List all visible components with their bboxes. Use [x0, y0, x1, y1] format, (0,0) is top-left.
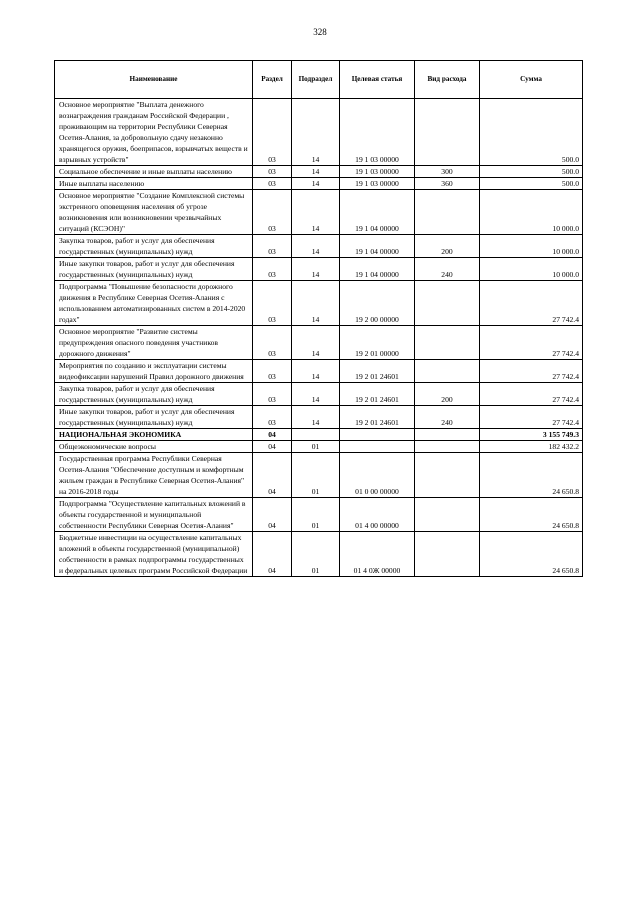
row-sum: 24 650.8 — [480, 453, 583, 498]
row-podrazdel: 14 — [292, 258, 340, 281]
row-target: 19 2 01 00000 — [340, 326, 415, 360]
row-razdel: 04 — [253, 453, 292, 498]
header-sum: Сумма — [480, 61, 583, 99]
row-razdel: 04 — [253, 441, 292, 453]
row-razdel: 03 — [253, 178, 292, 190]
row-podrazdel: 14 — [292, 360, 340, 383]
row-podrazdel: 14 — [292, 166, 340, 178]
row-sum: 500.0 — [480, 166, 583, 178]
row-name: Подпрограмма "Осуществление капитальных вложений в объекты государственной и муниципальной собственности Республики Северная Осетия-Алания" — [55, 498, 253, 532]
row-razdel: 03 — [253, 383, 292, 406]
row-razdel: 03 — [253, 406, 292, 429]
row-target: 19 1 03 00000 — [340, 166, 415, 178]
row-vid — [415, 429, 480, 441]
row-name: Подпрограмма "Повышение безопасности дорожного движения в Республике Северная Осетия-Алания с использованием автоматизированных систем в 2014-2020 годах" — [55, 281, 253, 326]
row-name: Социальное обеспечение и иные выплаты населению — [55, 166, 253, 178]
row-sum: 500.0 — [480, 178, 583, 190]
row-target: 19 2 01 24601 — [340, 406, 415, 429]
row-podrazdel: 14 — [292, 406, 340, 429]
header-razdel: Раздел — [253, 61, 292, 99]
row-razdel: 03 — [253, 258, 292, 281]
row-target — [340, 429, 415, 441]
row-vid — [415, 441, 480, 453]
table-row — [55, 453, 583, 498]
row-razdel: 03 — [253, 99, 292, 166]
row-vid: 200 — [415, 383, 480, 406]
row-target: 19 1 04 00000 — [340, 258, 415, 281]
row-name: Закупка товаров, работ и услуг для обеспечения государственных (муниципальных) нужд — [55, 235, 253, 258]
row-target: 19 1 04 00000 — [340, 235, 415, 258]
row-target: 01 4 0Ж 00000 — [340, 532, 415, 577]
row-name: НАЦИОНАЛЬНАЯ ЭКОНОМИКА — [55, 429, 253, 441]
row-podrazdel: 01 — [292, 532, 340, 577]
page-number: 328 — [313, 27, 327, 37]
row-podrazdel: 01 — [292, 453, 340, 498]
row-sum: 24 650.8 — [480, 498, 583, 532]
row-target: 19 1 03 00000 — [340, 178, 415, 190]
table-row — [55, 383, 583, 406]
table-row — [55, 235, 583, 258]
row-sum: 27 742.4 — [480, 326, 583, 360]
row-sum: 182 432.2 — [480, 441, 583, 453]
row-vid: 240 — [415, 258, 480, 281]
row-vid: 200 — [415, 235, 480, 258]
row-podrazdel: 14 — [292, 383, 340, 406]
row-razdel: 03 — [253, 326, 292, 360]
row-name: Иные закупки товаров, работ и услуг для обеспечения государственных (муниципальных) нужд — [55, 406, 253, 429]
header-vid: Вид расхода — [415, 61, 480, 99]
row-vid — [415, 99, 480, 166]
row-name: Мероприятия по созданию и эксплуатации системы видеофиксации нарушений Правил дорожного движения — [55, 360, 253, 383]
row-podrazdel: 14 — [292, 326, 340, 360]
row-vid — [415, 532, 480, 577]
row-target: 01 0 00 00000 — [340, 453, 415, 498]
table-row — [55, 258, 583, 281]
row-name: Бюджетные инвестиции на осуществление капитальных вложений в объекты государственной (муниципальной) собственности в рамках подпрограммы государственных и федеральных целевых программ Российской Федерации — [55, 532, 253, 577]
row-podrazdel: 14 — [292, 99, 340, 166]
row-vid: 300 — [415, 166, 480, 178]
budget-table — [54, 60, 583, 577]
row-sum: 27 742.4 — [480, 360, 583, 383]
table-row — [55, 498, 583, 532]
table-row — [55, 532, 583, 577]
row-target: 19 2 01 24601 — [340, 360, 415, 383]
table-header-row — [55, 61, 583, 99]
row-podrazdel: 01 — [292, 441, 340, 453]
row-podrazdel: 14 — [292, 178, 340, 190]
row-podrazdel: 14 — [292, 235, 340, 258]
row-target: 19 2 00 00000 — [340, 281, 415, 326]
row-name: Основное мероприятие "Создание Комплексной системы экстренного оповещения населения об угрозе возникновения или возникновении чрезвычайных ситуаций (КСЭОН)" — [55, 190, 253, 235]
row-name: Иные закупки товаров, работ и услуг для обеспечения государственных (муниципальных) нужд — [55, 258, 253, 281]
row-sum: 10 000.0 — [480, 190, 583, 235]
row-vid — [415, 453, 480, 498]
table-row — [55, 429, 583, 441]
table-row — [55, 166, 583, 178]
row-target: 19 1 04 00000 — [340, 190, 415, 235]
row-sum: 10 000.0 — [480, 235, 583, 258]
row-vid — [415, 498, 480, 532]
table-row — [55, 406, 583, 429]
row-razdel: 04 — [253, 498, 292, 532]
table-row — [55, 326, 583, 360]
header-target: Целевая статья — [340, 61, 415, 99]
row-razdel: 03 — [253, 235, 292, 258]
table-row — [55, 99, 583, 166]
row-vid — [415, 190, 480, 235]
row-sum: 500.0 — [480, 99, 583, 166]
row-sum: 3 155 749.3 — [480, 429, 583, 441]
row-vid — [415, 326, 480, 360]
header-podrazdel: Подраздел — [292, 61, 340, 99]
row-sum: 24 650.8 — [480, 532, 583, 577]
table-row — [55, 281, 583, 326]
row-vid — [415, 360, 480, 383]
row-vid: 360 — [415, 178, 480, 190]
row-razdel: 03 — [253, 190, 292, 235]
row-target: 19 2 01 24601 — [340, 383, 415, 406]
row-name: Иные выплаты населению — [55, 178, 253, 190]
row-target — [340, 441, 415, 453]
row-vid — [415, 281, 480, 326]
table-row — [55, 178, 583, 190]
row-sum: 27 742.4 — [480, 406, 583, 429]
row-name: Основное мероприятие "Развитие системы предупреждения опасного поведения участников дорожного движения" — [55, 326, 253, 360]
row-razdel: 03 — [253, 166, 292, 178]
row-razdel: 04 — [253, 532, 292, 577]
header-name: Наименование — [55, 61, 253, 99]
row-sum: 10 000.0 — [480, 258, 583, 281]
table-row — [55, 360, 583, 383]
row-podrazdel — [292, 429, 340, 441]
row-name: Основное мероприятие "Выплата денежного вознаграждения гражданам Российской Федерации , проживающим на территории Республики Северная Осетия-Алания, за добровольную сдачу незаконно хранящегося оружия, боеприпасов, взрывчатых веществ и взрывных устройств" — [55, 99, 253, 166]
row-sum: 27 742.4 — [480, 383, 583, 406]
row-podrazdel: 14 — [292, 281, 340, 326]
row-target: 19 1 03 00000 — [340, 99, 415, 166]
table-row — [55, 190, 583, 235]
row-podrazdel: 14 — [292, 190, 340, 235]
row-vid: 240 — [415, 406, 480, 429]
row-name: Государственная программа Республики Северная Осетия-Алания "Обеспечение доступным и комфортным жильем граждан в Республике Северная Осетия-Алания" на 2016-2018 годы — [55, 453, 253, 498]
row-name: Общеэкономические вопросы — [55, 441, 253, 453]
row-razdel: 03 — [253, 281, 292, 326]
row-name: Закупка товаров, работ и услуг для обеспечения государственных (муниципальных) нужд — [55, 383, 253, 406]
row-razdel: 03 — [253, 360, 292, 383]
row-target: 01 4 00 00000 — [340, 498, 415, 532]
row-sum: 27 742.4 — [480, 281, 583, 326]
row-razdel: 04 — [253, 429, 292, 441]
row-podrazdel: 01 — [292, 498, 340, 532]
table-row — [55, 441, 583, 453]
